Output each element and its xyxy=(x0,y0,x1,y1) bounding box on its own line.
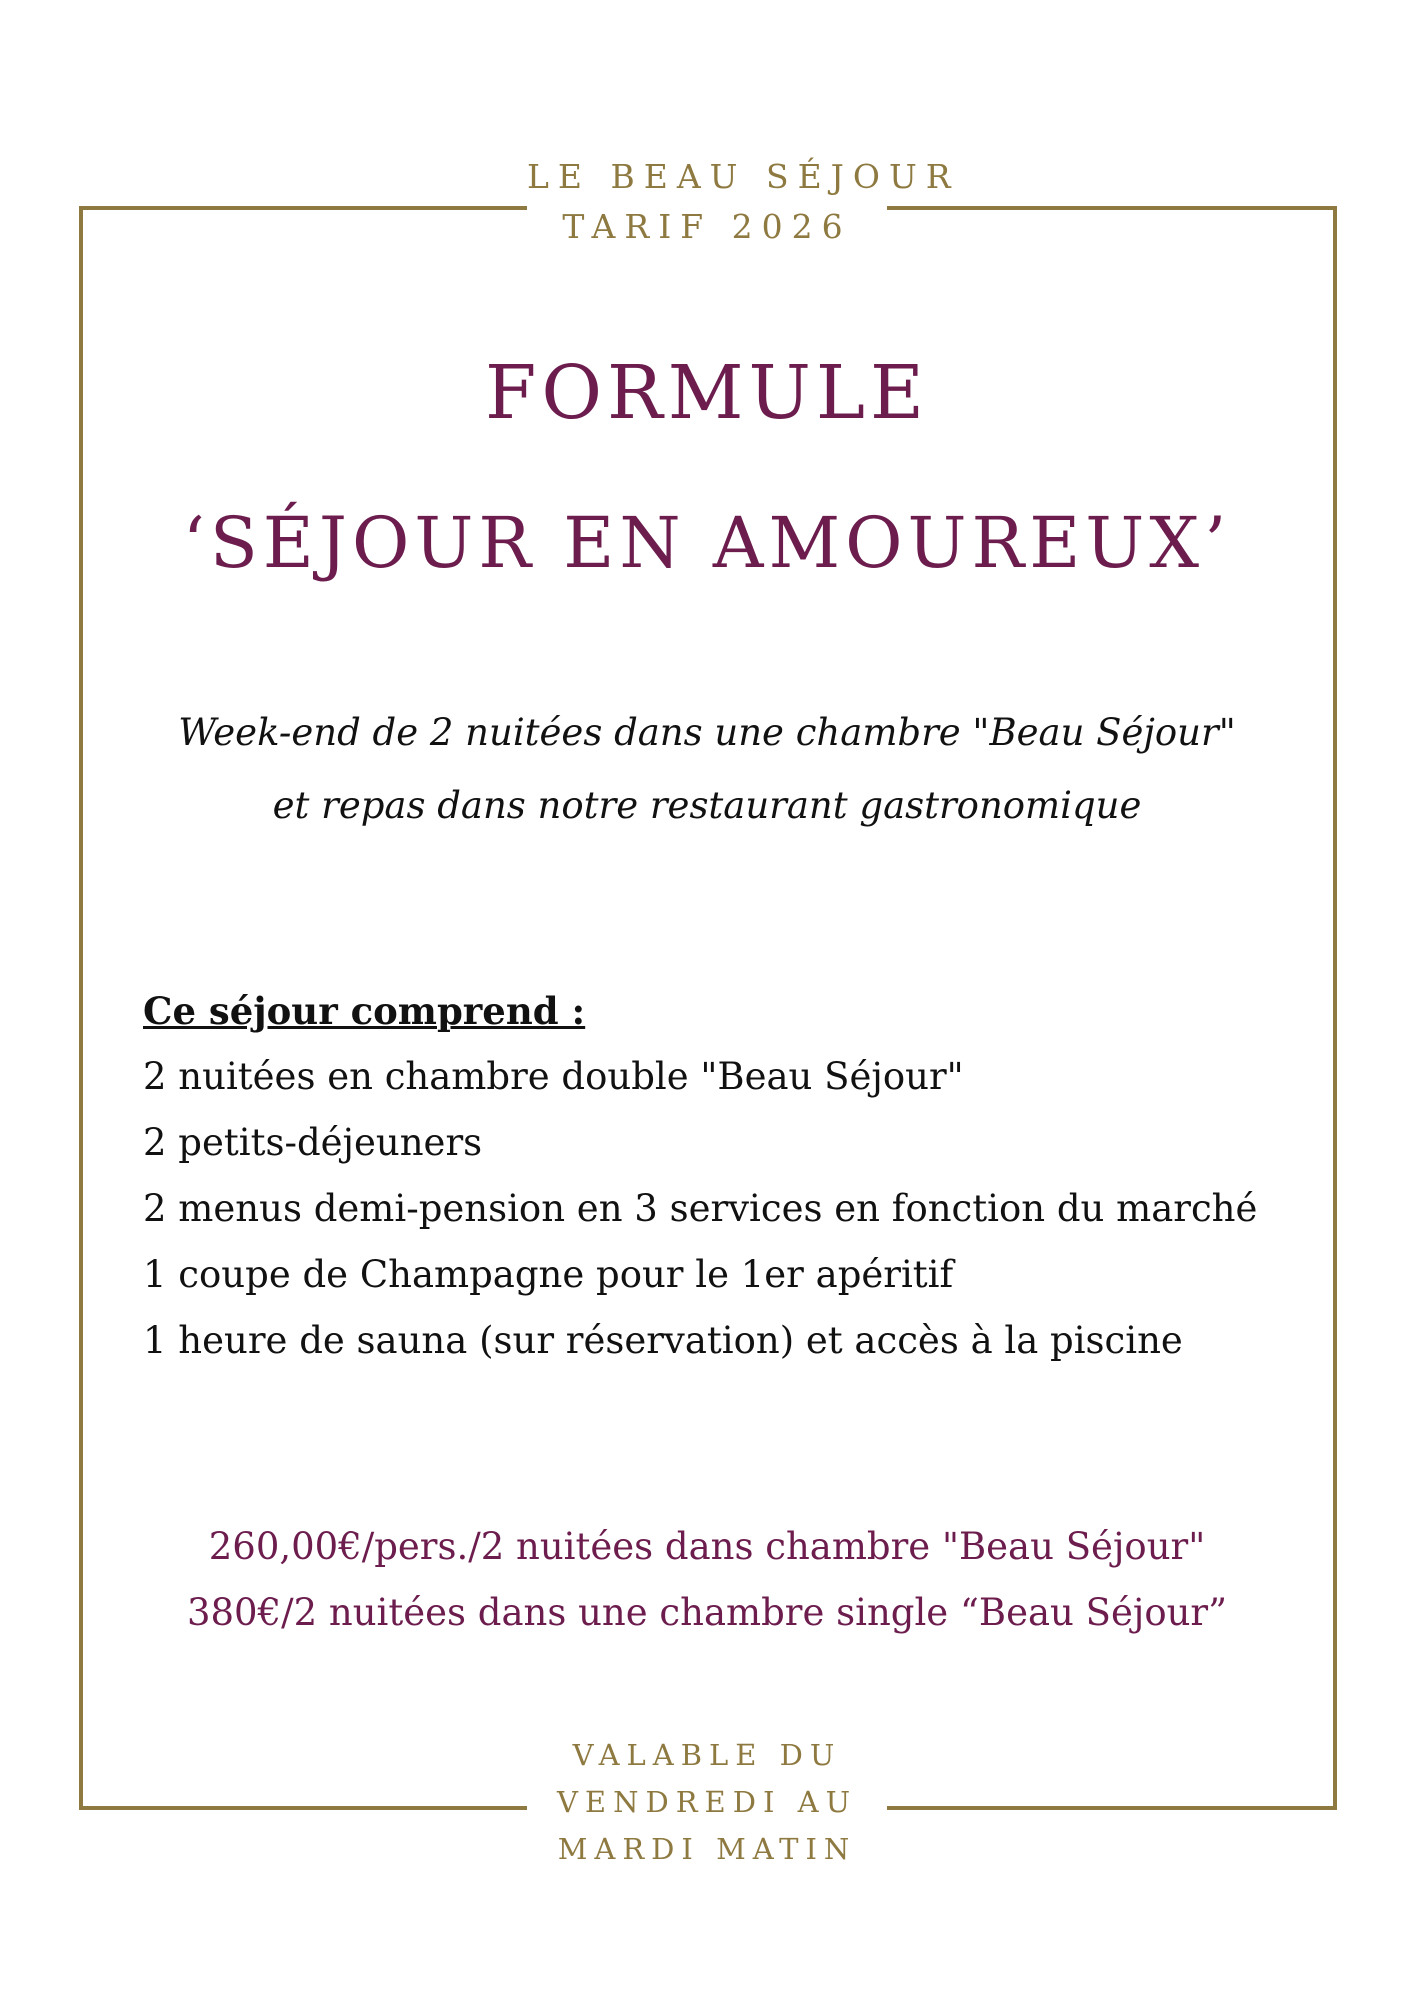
validity-block xyxy=(527,1732,887,1873)
includes-section xyxy=(143,978,1257,1374)
description-line-1: Week-end de 2 nuitées dans une chambre "Beau Séjour" xyxy=(178,711,1236,754)
includes-heading: Ce séjour comprend : xyxy=(143,989,586,1033)
validity-line-3: MARDI MATIN xyxy=(557,1832,857,1866)
page-title-package-name: ‘SÉJOUR EN AMOUREUX’ xyxy=(182,502,1232,584)
price-double: 260,00€/pers./2 nuitées dans chambre "Beau Séjour" xyxy=(208,1525,1206,1568)
list-item: 2 nuitées en chambre double "Beau Séjour" xyxy=(143,1055,964,1098)
page-title-formule: FORMULE xyxy=(484,350,930,436)
price-single: 380€/2 nuitées dans une chambre single “Beau Séjour” xyxy=(186,1591,1228,1634)
header-block xyxy=(527,152,960,252)
tariff-year: TARIF 2026 xyxy=(562,207,852,246)
list-item: 2 menus demi-pension en 3 services en fonction du marché xyxy=(143,1187,1258,1230)
list-item: 1 heure de sauna (sur réservation) et accès à la piscine xyxy=(143,1319,1183,1362)
validity-line-1: VALABLE DU xyxy=(572,1738,842,1772)
package-description xyxy=(0,696,1414,842)
list-item: 1 coupe de Champagne pour le 1er apéritif xyxy=(143,1253,954,1296)
validity-line-2: VENDREDI AU xyxy=(556,1785,858,1819)
hotel-name: LE BEAU SÉJOUR xyxy=(527,157,960,196)
price-section xyxy=(0,1514,1414,1646)
description-line-2: et repas dans notre restaurant gastronomique xyxy=(272,784,1142,827)
list-item: 2 petits-déjeuners xyxy=(143,1121,483,1164)
